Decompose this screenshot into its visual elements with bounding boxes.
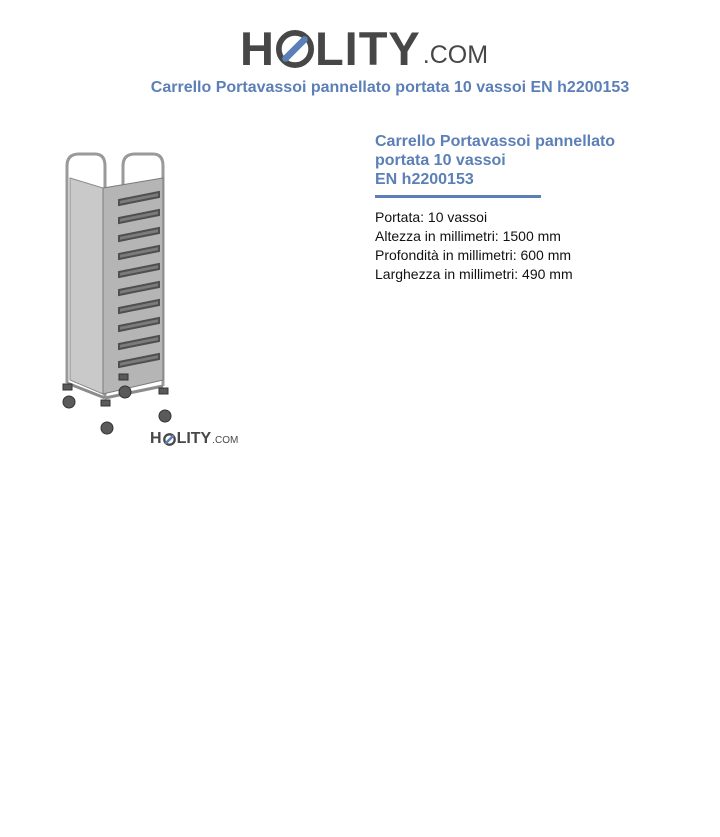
- product-title-line1: Carrello Portavassoi pannellato: [375, 133, 616, 150]
- logo-wordmark: [240, 22, 421, 75]
- watermark-letters: LITY: [176, 430, 212, 447]
- product-info: [375, 132, 675, 284]
- watermark-com: .COM: [212, 435, 239, 446]
- trolley-tray-rack-image: [55, 148, 240, 453]
- watermark-o-icon: [163, 433, 176, 446]
- logo-com: .COM: [422, 41, 489, 69]
- brand-logo[interactable]: [240, 12, 490, 75]
- product-title: [375, 132, 675, 189]
- logo-o-icon: [276, 30, 314, 68]
- product-title-line2: portata 10 vassoi: [375, 152, 506, 169]
- page-title: Carrello Portavassoi pannellato portata 10 vassoi EN h2200153: [150, 79, 630, 96]
- title-divider: [375, 195, 541, 198]
- logo-letter-h: H: [240, 22, 275, 75]
- logo-letters: LITY: [314, 22, 421, 75]
- spec-height: Altezza in millimetri: 1500 mm: [375, 228, 561, 244]
- image-watermark: [150, 431, 238, 447]
- product-title-line3: EN h2200153: [375, 171, 474, 188]
- product-image: [55, 148, 240, 453]
- spec-capacity: Portata: 10 vassoi: [375, 209, 488, 225]
- spec-depth: Profondità in millimetri: 600 mm: [375, 247, 572, 263]
- watermark-letter-h: H: [150, 430, 162, 447]
- spec-width: Larghezza in millimetri: 490 mm: [375, 266, 573, 282]
